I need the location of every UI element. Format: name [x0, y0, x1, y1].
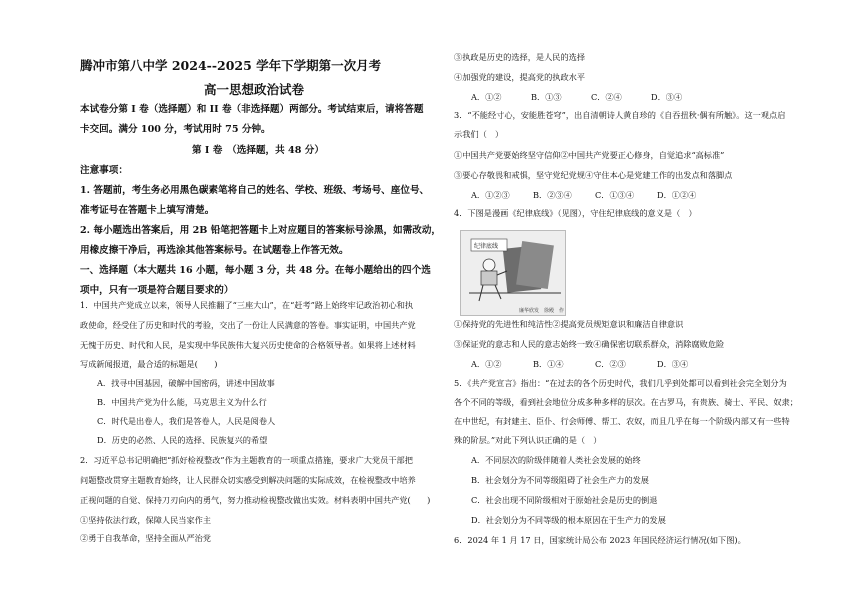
q1-option-c: C．时代是出卷人，我们是答卷人，人民是阅卷人 [97, 416, 276, 426]
exam-title: 腾冲市第八中学 2024--2025 学年下学期第一次月考 [80, 58, 382, 73]
q4-options [471, 359, 719, 370]
q4-option-c: C．②③ [595, 359, 626, 369]
q2-line-3: 正视问题的自觉、保持刀刃向内的勇气，努力推动检视整改做出实效。材料表明中国共产党( ) [80, 495, 431, 505]
q1-line-3: 无愧于历史、时代和人民，是实现中华民族伟大复兴历史使命的合格领导者。如果将上述材料 [80, 340, 416, 350]
intro-line-1: 本试卷分第 I 卷（选择题）和 II 卷（非选择题）两部分。考试结束后，请将答题 [80, 104, 424, 115]
cartoon-caption: 廉华欣发 徐殿 作 [519, 308, 565, 314]
q2-options [471, 92, 711, 103]
note-1-line-1: 1. 答题前，考生务必用黑色碳素笔将自己的姓名、学校、班级、考场号、座位号、 [80, 185, 430, 196]
q5-option-b: B．社会划分为不同等级阻碍了社会生产力的发展 [471, 475, 649, 485]
q4-statement-2: ③保证党的意志和人民的意志始终一致④确保密切联系群众，消除腐败危险 [454, 339, 725, 349]
q2-option-b: B．①③ [531, 92, 562, 102]
q4-option-d: D．③④ [657, 359, 689, 369]
notes-title: 注意事项： [80, 165, 128, 176]
q5-line-1: 5．《共产党宣言》指出：“在过去的各个历史时代，我们几乎到处都可以看到社会完全划分为 [454, 378, 787, 388]
q5-option-a: A．不同层次的阶级伴随着人类社会发展的始终 [471, 455, 641, 465]
q3-option-a: A．①②③ [471, 190, 510, 200]
q5-option-c: C．社会出现不同阶级相对于原始社会是历史的倒退 [471, 495, 658, 505]
q1-line-4: 写成新闻报道，最合适的标题是( ) [80, 359, 218, 369]
q2-option-c: C．②④ [591, 92, 622, 102]
part-1-heading-2: 项中，只有一项是符合题目要求的） [80, 285, 234, 296]
q3-statement-1: ①中国共产党要始终坚守信仰②中国共产党要正心修身，自觉追求“高标准” [454, 150, 725, 160]
q2-statement-3: ③执政是历史的选择，是人民的选择 [454, 52, 586, 62]
q1-option-d: D．历史的必然、人民的选择、民族复兴的希望 [97, 435, 268, 445]
q1-option-b: B．中国共产党为什么能，马克思主义为什么行 [97, 397, 267, 407]
q4-line-1: 4．下图是漫画《纪律底线》（见图），守住纪律底线的意义是（ ） [454, 208, 697, 218]
q2-line-2: 问题整改贯穿主题教育始终，让人民群众切实感受到解决问题的实际成效，在检视整改中培养 [80, 475, 416, 485]
q3-option-b: B．②③④ [533, 190, 572, 200]
q2-statement-4: ④加强党的建设，提高党的执政水平 [454, 72, 586, 82]
q3-options [471, 190, 719, 201]
q2-option-a: A．①② [471, 92, 502, 102]
q5-line-2: 各个不同的等级，看到社会地位分成多种多样的层次。在古罗马，有贵族、骑士、平民、奴隶； [454, 397, 798, 407]
exam-subtitle: 高一思想政治试卷 [204, 82, 305, 97]
q3-statement-2: ③要心存敬畏和戒惧，坚守党纪党规④守住本心是党建工作的出发点和落脚点 [454, 170, 733, 180]
note-2-line-1: 2. 每小题选出答案后，用 2B 铅笔把答题卡上对应题目的答案标号涂黑，如需改动， [80, 225, 442, 236]
section-heading: 第 I 卷 （选择题，共 48 分） [192, 145, 324, 156]
discipline-cartoon [460, 230, 566, 316]
part-1-heading-1: 一、选择题（本大题共 16 小题，每小题 3 分，共 48 分。在每小题给出的四个选 [80, 265, 431, 276]
q2-option-d: D．③④ [651, 92, 683, 102]
q3-line-2: 示我们（ ） [454, 129, 504, 139]
q4-option-b: B．①④ [533, 359, 564, 369]
q3-option-c: C．①③④ [595, 190, 635, 200]
q1-line-1: 1．中国共产党成立以来，领导人民推翻了“三座大山”，在“赶考”路上始终牢记政治初心和执 [80, 300, 414, 310]
q2-statement-1: ①坚持依法行政，保障人民当家作主 [80, 515, 212, 525]
q1-line-2: 政使命，经受住了历史和时代的考验，交出了一份让人民满意的答卷。事实证明，中国共产党 [80, 320, 416, 330]
q4-option-a: A．①② [471, 359, 502, 369]
q6-line-1: 6．2024 年 1 月 17 日，国家统计局公布 2023 年国民经济运行情况(如下图)。 [454, 535, 746, 545]
note-2-line-2: 用橡皮擦干净后，再选涂其他答案标号。在试题卷上作答无效。 [80, 245, 349, 256]
q5-line-3: 在中世纪，有封建主、臣仆、行会师傅、帮工、农奴，而且几乎在每一个阶级内部又有一些特 [454, 416, 790, 426]
q3-line-1: 3．“不能经寸心，安能胜苍穹”，出自清朝诗人黄自珍的《自吞扭秋·偶有所触》。这一观点启 [454, 110, 786, 120]
cartoon-sign-text: 纪律底线 [474, 243, 499, 250]
q5-line-4: 殊的阶层。”对此下列认识正确的是（ ） [454, 435, 602, 445]
q1-option-a: A．找寻中国基因，破解中国密码，讲述中国故事 [97, 378, 275, 388]
q5-option-d: D．社会划分为不同等级的根本原因在于生产力的发展 [471, 515, 666, 525]
q4-statement-1: ①保持党的先进性和纯洁性②提高党员规矩意识和廉洁自律意识 [454, 319, 684, 329]
q2-line-1: 2．习近平总书记明确把“抓好检视整改”作为主题教育的一项重点措施，要求广大党员干部把 [80, 455, 413, 465]
q2-statement-2: ②勇于自我革命，坚持全面从严治党 [80, 533, 212, 543]
note-1-line-2: 准考证号在答题卡上填写清楚。 [80, 205, 215, 216]
q3-option-d: D．①②④ [657, 190, 697, 200]
intro-line-2: 卡交回。满分 100 分，考试用时 75 分钟。 [80, 124, 271, 135]
